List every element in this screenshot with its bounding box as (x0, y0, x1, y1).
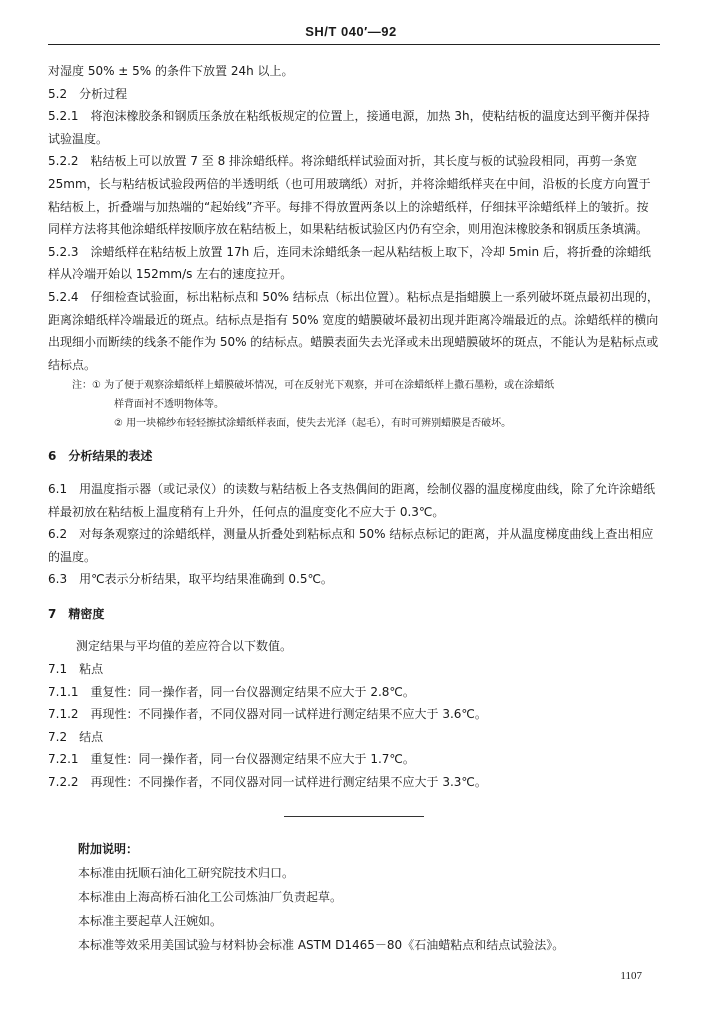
paragraph-7-1-1: 7.1.1 重复性：同一操作者，同一台仪器测定结果不应大于 2.8℃。 (48, 684, 415, 699)
heading-section-6: 6 分析结果的表述 (48, 449, 153, 464)
heading-5-2: 5.2 分析过程 (48, 86, 128, 101)
page-number: 1107 (620, 970, 642, 982)
addendum-line: 本标准由上海高桥石油化工公司炼油厂负责起草。 (78, 889, 343, 904)
paragraph-6-2: 6.2 对每条观察过的涂蜡纸样，测量从折叠处到粘标点和 50% 结标点标记的距离，并从温度梯度曲线上查出相应的温度。 (48, 527, 654, 564)
note-1: 注：① 为了便于观察涂蜡纸样上蜡膜破坏情况，可在反射光下观察，并可在涂蜡纸样上撒石墨粉，或在涂蜡纸 (72, 380, 555, 392)
header-rule (48, 44, 660, 45)
paragraph-7-intro: 测定结果与平均值的差应符合以下数值。 (76, 639, 293, 654)
addendum-line: 本标准主要起草人汪婉如。 (78, 913, 223, 928)
note-1-continued: 样背面衬不透明物体等。 (114, 399, 224, 411)
document-body (48, 60, 660, 957)
paragraph-5-2-1: 5.2.1 将泡沫橡胶条和钢质压条放在粘纸板规定的位置上，接通电源，加热 3h，使粘结板的温度达到平衡并保持试验温度。 (48, 109, 650, 146)
heading-7-2: 7.2 结点 (48, 729, 104, 744)
addendum-line: 本标准由抚顺石油化工研究院技术归口。 (78, 865, 295, 880)
heading-section-7: 7 精密度 (48, 606, 105, 621)
notes-block (48, 376, 660, 433)
standard-code-header: SH/T 040′—92 (305, 24, 397, 39)
paragraph-6-1: 6.1 用温度指示器（或记录仪）的读数与粘结板上各支热偶间的距离，绘制仪器的温度梯度曲线，除了允许涂蜡纸样最初放在粘结板上温度稍有上升外，任何点的温度变化不应大于 0.3℃。 (48, 481, 656, 519)
heading-7-1: 7.1 粘点 (48, 662, 104, 677)
paragraph-5-2-3: 5.2.3 涂蜡纸样在粘结板上放置 17h 后，连同未涂蜡纸条一起从粘结板上取下，冷却 5min 后，将折叠的涂蜡纸样从冷端开始以 152mm/s 左右的速度拉开。 (48, 244, 651, 282)
paragraph-5-2-2: 5.2.2 粘结板上可以放置 7 至 8 排涂蜡纸样。将涂蜡纸样试验面对折，其长度与板的试验段相同，再剪一条宽 25mm，长与粘结板试验段两倍的半透明纸（也可用玻璃纸）对折，并将涂蜡纸样夹在中间，沿板的长度方向置于粘结板上，折叠端与加热端的“起始线”齐平。每排不得放置两条以上的涂蜡纸样，仔细抹平涂蜡纸样上的皱折。按同样方法将其他涂蜡纸样按顺序放在粘结板上，如果粘结板试验区内仍有空余，则用泡沫橡胶条和钢质压条填满。 (48, 154, 651, 237)
note-2: ② 用一块棉纱布轻轻擦拭涂蜡纸样表面，使失去光泽（起毛），有时可辨别蜡膜是否破坏。 (114, 418, 512, 430)
paragraph-7-2-2: 7.2.2 再现性：不同操作者，不同仪器对同一试样进行测定结果不应大于 3.3℃。 (48, 775, 487, 790)
paragraph-6-3: 6.3 用℃表示分析结果，取平均结果准确到 0.5℃。 (48, 572, 333, 587)
addendum-title: 附加说明： (78, 841, 139, 856)
addendum-block (48, 837, 660, 957)
section-divider (284, 816, 424, 817)
paragraph-intro: 对湿度 50% ± 5% 的条件下放置 24h 以上。 (48, 64, 294, 78)
addendum-line: 本标准等效采用美国试验与材料协会标准 ASTM D1465－80《石油蜡粘点和结点试验法》。 (78, 937, 565, 952)
paragraph-5-2-4: 5.2.4 仔细检查试验面，标出粘标点和 50% 结标点（标出位置）。粘标点是指蜡膜上一系列破坏斑点最初出现的，距离涂蜡纸样冷端最近的斑点。结标点是指有 50% 宽度的蜡膜破坏最初出现并距离冷端最近的点。涂蜡纸样的横向出现细小而断续的线条不能作为 50% 的结标点。蜡膜表面失去光泽或未出现蜡膜破坏的斑点，不能认为是粘标点或结标点。 (48, 289, 659, 372)
paragraph-7-2-1: 7.2.1 重复性：同一操作者，同一台仪器测定结果不应大于 1.7℃。 (48, 752, 415, 767)
paragraph-7-1-2: 7.1.2 再现性：不同操作者，不同仪器对同一试样进行测定结果不应大于 3.6℃。 (48, 707, 487, 722)
